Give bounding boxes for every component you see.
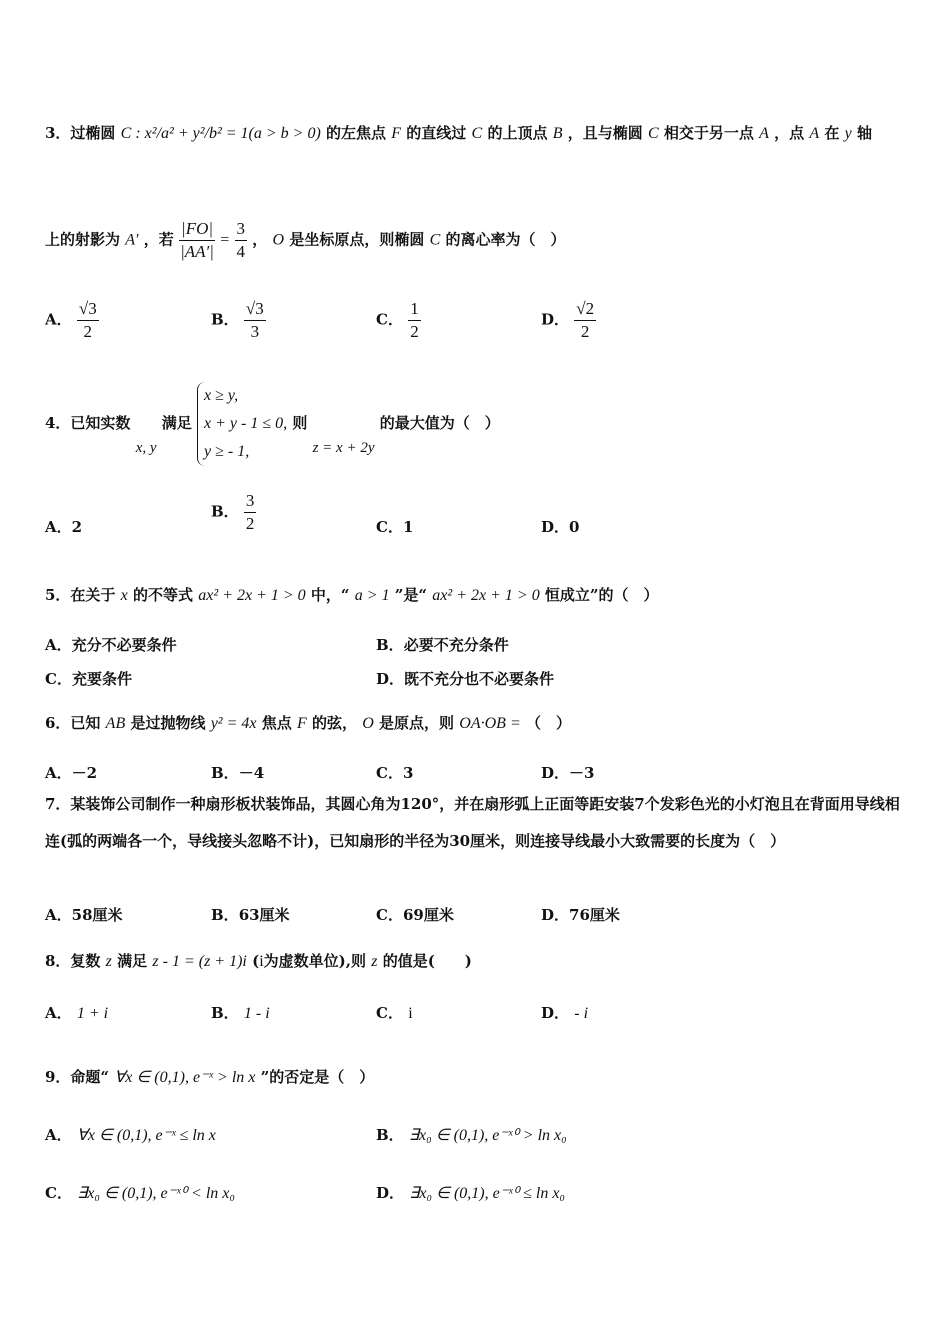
q3-var-y: y	[844, 125, 852, 142]
q3-value-num: 3	[235, 218, 248, 241]
option-label: A．	[45, 636, 72, 654]
option-label: C．	[376, 310, 403, 329]
q7-option-d[interactable]	[541, 904, 620, 925]
q3-var-O: O	[272, 231, 285, 249]
q5-inequality-2: ax² + 2x + 1 > 0	[432, 587, 540, 604]
option-label: D．	[541, 906, 570, 924]
option-den: 2	[410, 322, 419, 341]
option-fraction	[244, 490, 257, 535]
option-label: B．	[376, 1126, 404, 1144]
q8-equation: z - 1 = (z + 1)i	[152, 953, 247, 970]
option-text: 2	[71, 518, 83, 536]
option-text: 充要条件	[71, 670, 132, 688]
option-text: i	[408, 1005, 413, 1022]
q8-text: 的值是( )	[382, 952, 472, 970]
q3-var-B: B	[552, 125, 563, 142]
q8-option-b[interactable]	[211, 1002, 270, 1023]
option-label: A．	[45, 1126, 72, 1144]
option-num: √3	[244, 298, 266, 321]
option-label: A．	[45, 1004, 72, 1022]
q3-ratio-den: |AA′|	[180, 242, 214, 261]
q4-option-c[interactable]	[376, 516, 413, 537]
q9-proposition: ∀x ∈ (0,1), e⁻ˣ > ln x	[114, 1069, 256, 1086]
option-num: √3	[77, 298, 99, 321]
q7-option-b[interactable]	[211, 904, 290, 925]
q9-text: ”的否定是（ ）	[260, 1068, 375, 1086]
q8-text: 为虚数单位),则	[263, 952, 366, 970]
option-text: 充分不必要条件	[71, 636, 177, 654]
option-num: 3	[244, 490, 257, 513]
option-label: D．	[376, 1184, 405, 1202]
q5-number: 5．在关于	[45, 586, 116, 604]
q8-number: 8．复数	[45, 952, 101, 970]
q3-text: 是坐标原点，则椭圆	[289, 230, 425, 249]
q9-option-a[interactable]	[45, 1124, 216, 1145]
option-label: B．	[211, 906, 239, 924]
option-label: D．	[541, 764, 570, 782]
q4-text: 则	[292, 414, 308, 432]
q3-var-Aprime: A′	[125, 231, 139, 249]
q3-line1	[45, 122, 872, 143]
q8-option-a[interactable]	[45, 1002, 108, 1023]
option-label: C．	[376, 518, 403, 536]
q6-text: 是原点，则	[379, 714, 455, 732]
q3-var-C2: C	[647, 125, 659, 142]
q6-line	[45, 712, 571, 733]
q4-text: 的最大值为（ ）	[379, 414, 500, 432]
q4-line	[45, 382, 500, 466]
q5-option-c[interactable]	[45, 668, 132, 689]
q3-text: 的上顶点	[487, 124, 548, 142]
option-label: A．	[45, 906, 72, 924]
q3-var-A2: A	[809, 125, 820, 142]
q3-line2	[45, 218, 565, 263]
option-den: 3	[250, 322, 260, 341]
q6-var-F: F	[296, 715, 307, 732]
option-label: D．	[541, 1004, 570, 1022]
option-fraction	[244, 298, 266, 343]
q8-option-d[interactable]	[541, 1002, 588, 1023]
q4-constraint-2: x + y - 1 ≤ 0,	[204, 415, 288, 432]
option-den: 2	[580, 322, 590, 341]
option-label: B．	[376, 636, 404, 654]
q7-option-c[interactable]	[376, 904, 454, 925]
q3-var-F: F	[391, 125, 402, 142]
q3-option-a[interactable]	[45, 298, 99, 343]
q5-text: 恒成立”的（ ）	[544, 586, 659, 604]
q6-text: 的弦，	[312, 714, 358, 732]
option-num: √2	[574, 298, 596, 321]
q8-var-z2: z	[371, 953, 378, 970]
option-label: B．	[211, 502, 239, 521]
option-label: D．	[376, 670, 405, 688]
q3-text: ，点	[774, 124, 805, 142]
q4-text: 满足	[161, 414, 192, 432]
q9-line	[45, 1066, 374, 1087]
q4-constraint-3: y ≥ - 1,	[204, 443, 250, 460]
q4-constraint-system	[197, 382, 287, 466]
option-text: －3	[569, 764, 595, 782]
q6-option-c[interactable]	[376, 762, 413, 783]
option-text: ∃x₀ ∈ (0,1), e⁻ˣ⁰ < ln x₀	[77, 1185, 235, 1202]
option-text: －4	[238, 764, 265, 782]
q4-option-b[interactable]	[211, 490, 256, 535]
q3-text: ，	[252, 230, 268, 249]
q8-var-i: i	[259, 953, 264, 970]
option-label: D．	[541, 518, 570, 536]
q6-parabola: y² = 4x	[210, 715, 257, 732]
q8-var-z: z	[105, 953, 112, 970]
option-label: C．	[45, 670, 72, 688]
option-text: - i	[574, 1005, 589, 1022]
option-text: 1	[402, 518, 414, 536]
q3-eq-sign: =	[220, 231, 230, 249]
option-label: B．	[211, 310, 239, 329]
option-text: 必要不充分条件	[403, 636, 509, 654]
q3-text: ，若	[143, 230, 174, 249]
q6-number: 6．已知	[45, 714, 101, 732]
q4-objective: z = x + 2y	[312, 440, 375, 456]
q3-value-fraction	[235, 218, 248, 263]
q3-ratio-num: |FO|	[179, 218, 215, 241]
option-text: 69厘米	[402, 906, 454, 924]
q9-option-c[interactable]	[45, 1182, 235, 1203]
q5-option-d[interactable]	[376, 668, 554, 689]
q3-option-d[interactable]	[541, 298, 596, 343]
q6-option-d[interactable]	[541, 762, 594, 783]
option-label: D．	[541, 310, 570, 329]
option-fraction	[77, 298, 99, 343]
option-text: 63厘米	[238, 906, 290, 924]
q6-text: 焦点	[261, 714, 292, 732]
q6-text: 是过抛物线	[130, 714, 206, 732]
q4-number: 4．已知实数	[45, 414, 131, 432]
option-label: B．	[211, 1004, 239, 1022]
option-text: ∀x ∈ (0,1), e⁻ˣ ≤ ln x	[76, 1127, 216, 1144]
q4-option-a[interactable]	[45, 516, 82, 537]
q5-option-b[interactable]	[376, 634, 509, 655]
q3-ratio-fraction	[179, 218, 215, 263]
q3-value-den: 4	[236, 242, 246, 261]
option-text: 1 + i	[76, 1005, 109, 1022]
q5-text: 中，“	[310, 586, 350, 604]
option-text: ∃x₀ ∈ (0,1), e⁻ˣ⁰ ≤ ln x₀	[409, 1185, 565, 1202]
option-label: B．	[211, 764, 239, 782]
q3-var-C: C	[471, 125, 483, 142]
q3-var-A: A	[759, 125, 769, 142]
option-label: C．	[376, 1004, 403, 1022]
q5-text: 的不等式	[133, 586, 194, 604]
q5-inequality: ax² + 2x + 1 > 0	[198, 587, 306, 604]
q3-ellipse-equation: C : x²/a² + y²/b² = 1(a > b > 0)	[120, 125, 321, 142]
option-den: 2	[245, 514, 255, 533]
q3-text: ，且与椭圆	[567, 124, 643, 142]
q6-text: （ ）	[525, 714, 571, 732]
option-fraction	[408, 298, 421, 343]
q3-text: 的左焦点	[326, 124, 387, 142]
q7-paragraph: 7．某装饰公司制作一种扇形板状装饰品，其圆心角为120°，并在扇形弧上正面等距安装7个发彩色光的小灯泡且在背面用导线相连(弧的两端各一个，导线接头忽略不计)，已知扇形的半径为30厘米，则连接导线最小大致需要的长度为（ ）	[45, 795, 900, 850]
q8-line	[45, 950, 472, 971]
option-text: 1 - i	[243, 1005, 270, 1022]
option-text: 既不充分也不必要条件	[404, 670, 555, 688]
q6-var-O: O	[362, 715, 374, 732]
option-text: －2	[71, 764, 98, 782]
option-label: A．	[45, 518, 72, 536]
q9-number: 9．命题“	[45, 1068, 110, 1086]
q5-text: ”是“	[394, 586, 428, 604]
q8-text: 满足	[117, 952, 148, 970]
q3-text: 相交于另一点	[663, 124, 754, 142]
q3-text: 在	[824, 124, 840, 142]
q7-option-a[interactable]	[45, 904, 123, 925]
option-text: 76厘米	[569, 906, 620, 924]
q6-option-b[interactable]	[211, 762, 264, 783]
q3-option-b[interactable]	[211, 298, 266, 343]
q8-text: (	[252, 952, 260, 970]
option-label: A．	[45, 764, 72, 782]
q5-line	[45, 584, 659, 605]
q3-option-c[interactable]	[376, 298, 421, 343]
q4-vars: x, y	[135, 440, 157, 456]
q6-var-AB: AB	[105, 715, 126, 732]
q3-var-C3: C	[429, 231, 441, 249]
q6-dot-product: OA·OB =	[459, 715, 521, 732]
q3-text: 的离心率为（ ）	[445, 230, 566, 249]
q5-var-x: x	[120, 587, 128, 604]
option-num: 1	[408, 298, 421, 321]
q4-constraint-1: x ≥ y,	[204, 387, 239, 404]
q6-option-a[interactable]	[45, 762, 97, 783]
option-text: 3	[402, 764, 414, 782]
option-text: ∃x₀ ∈ (0,1), e⁻ˣ⁰ > ln x₀	[408, 1127, 567, 1144]
q4-option-d[interactable]	[541, 516, 579, 537]
q8-option-c[interactable]	[376, 1002, 413, 1023]
option-fraction	[574, 298, 596, 343]
option-label: A．	[45, 310, 72, 329]
q9-option-d[interactable]	[376, 1182, 565, 1203]
q5-condition: a > 1	[354, 587, 390, 604]
q9-option-b[interactable]	[376, 1124, 567, 1145]
option-label: C．	[376, 764, 403, 782]
option-den: 2	[83, 322, 93, 341]
option-label: C．	[45, 1184, 72, 1202]
q3-text: 上的射影为	[45, 230, 121, 249]
option-label: C．	[376, 906, 403, 924]
q3-text: 的直线过	[406, 124, 467, 142]
q3-text: 轴	[857, 124, 873, 142]
q3-number: 3．过椭圆	[45, 124, 116, 142]
option-text: 0	[569, 518, 580, 536]
option-text: 58厘米	[71, 906, 123, 924]
q5-option-a[interactable]	[45, 634, 177, 655]
